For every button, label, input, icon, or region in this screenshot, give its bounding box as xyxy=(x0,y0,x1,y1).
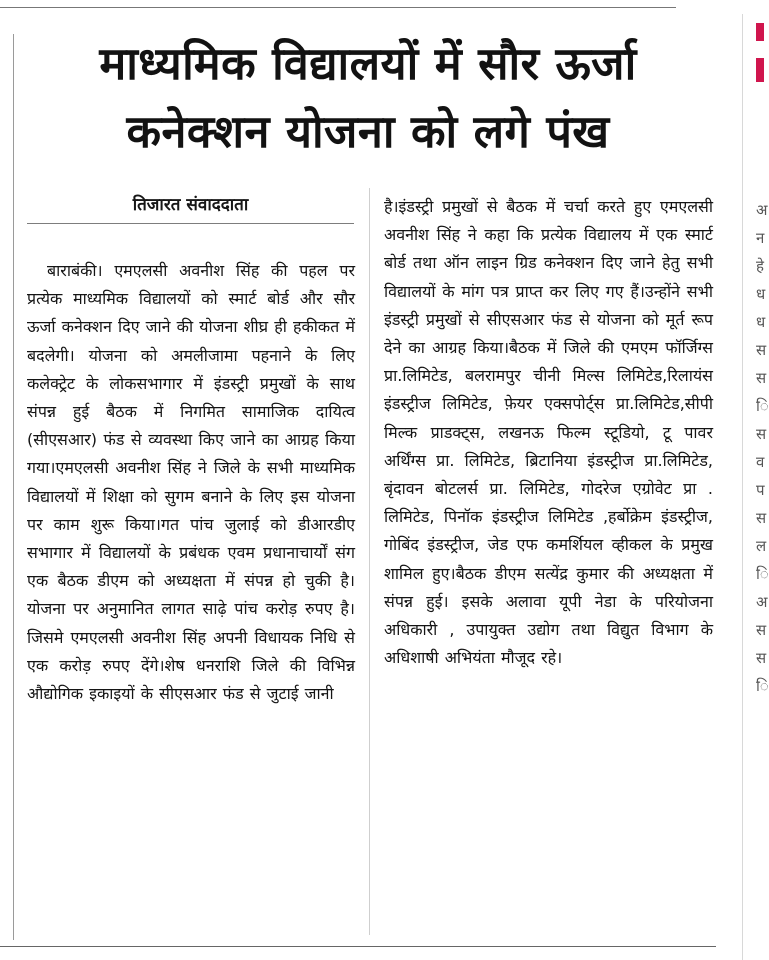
column-divider xyxy=(369,188,370,935)
left-rule xyxy=(13,34,14,940)
byline: तिजारत संवाददाता xyxy=(132,195,249,215)
headline-line-1: माध्यमिक विद्यालयों में सौर ऊर्जा xyxy=(99,37,637,90)
red-accent-mark xyxy=(756,23,764,41)
article-column-left: बाराबंकी। एमएलसी अवनीश सिंह की पहल पर प्रत्येक माध्यमिक विद्यालयों को स्मार्ट बोर्ड और सौर ऊर्जा कनेक्शन दिए जाने की योजना शीघ्र ही हकीकत में बदलेगी। योजना को अमलीजामा पहनाने के लिए कलेक्ट्रेट के लोकसभागार में इंडस्ट्री प्रमुखों के साथ संपन्न हुई बैठक में निगमित सामाजिक दायित्व (सीएसआर) फंड से व्यवस्था किए जाने का आग्रह किया गया।एमएलसी अवनीश सिंह ने जिले के सभी माध्यमिक विद्यालयों में शिक्षा को सुगम बनाने के लिए इस योजना पर काम शुरू किया।गत पांच जुलाई को डीआरडीए सभागार में विद्यालयों के प्रबंधक एवम प्रधानाचार्यों संग एक बैठक डीएम को अध्यक्षता में संपन्न हो चुकी है।योजना पर अनुमानित लागत साढ़े पांच करोड़ रुपए है।जिसमे एमएलसी अवनीश सिंह अपनी विधायक निधि से एक करोड़ रुपए देंगे।शेष धनराशि जिले की विभिन्न औद्योगिक इकाइयों के सीएसआर फंड से जुटाई जानी xyxy=(27,261,355,704)
right-border xyxy=(742,14,743,960)
clipped-edge-text: अ न हे ध ध स स ि स व प स ल ि अ स स ि xyxy=(756,201,769,695)
bottom-rule xyxy=(0,946,716,947)
headline xyxy=(28,30,708,166)
article-column-right: है।इंडस्ट्री प्रमुखों से बैठक में चर्चा करते हुए एमएलसी अवनीश सिंह ने कहा कि प्रत्येक विद्यालय में एक स्मार्ट बोर्ड तथा ऑन लाइन ग्रिड कनेक्शन दिए जाने हेतु सभी विद्यालयों के मांग पत्र प्राप्त कर लिए गए हैं।उन्होंने सभी इंडस्ट्री प्रमुखों से सीएसआर फंड से योजना को मूर्त रूप देने का आग्रह किया।बैठक में जिले की एमएम फॉर्जिग्स प्रा.लिमिटेड, बलरामपुर चीनी मिल्स लिमिटेड,रिलायंस इंडस्ट्रीज लिमिटेड, फ़ेयर एक्सपोर्ट्स प्रा.लिमिटेड,सीपी मिल्क प्राडक्ट्स, लखनऊ फिल्म स्टूडियो, टू पावर अर्थिंग्स प्रा. लिमिटेड, ब्रिटानिया इंडस्ट्रीज प्रा.लिमिटेड, बृंदावन बोटलर्स प्रा. लिमिटेड, गोदरेज एग्रोवेट प्रा . लिमिटेड, पिनॉक इंडस्ट्रीज लिमिटेड ,हर्बोक्रेम इंडस्ट्रीज, गोबिंद इंडस्ट्रीज, जेड एफ कमर्शियल व्हीकल के प्रमुख शामिल हुए।बैठक डीएम सत्येंद्र कुमार की अध्यक्षता में संपन्न हुई। इसके अलावा यूपी नेडा के परियोजना अधिकारी , उपायुक्त उद्योग तथा विद्युत विभाग के अधिशाषी अभियंता मौजूद रहे। xyxy=(384,197,713,668)
top-rule xyxy=(0,7,676,8)
red-accent-mark-lower xyxy=(756,58,764,82)
headline-line-2: कनेक्शन योजना को लगे पंख xyxy=(126,105,610,158)
byline-rule xyxy=(27,223,354,224)
